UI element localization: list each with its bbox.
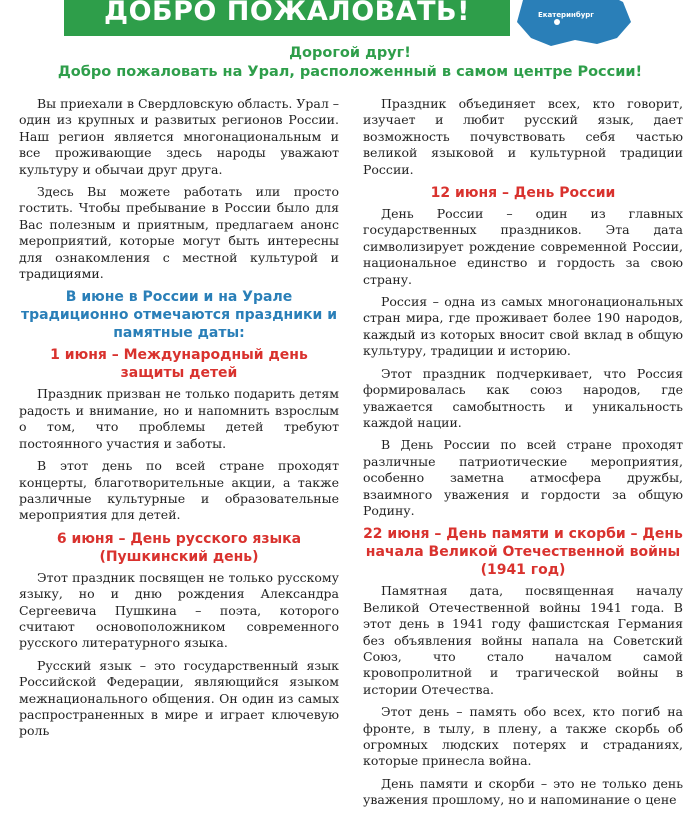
paragraph: В этот день по всей стране проходят концерты, благотворительные акции, а также различные культурные и образовательные мероприятия для детей. xyxy=(19,458,339,523)
holiday-heading-june-22: 22 июня – День памяти и скорби – День начала Великой Отечественной войны (1941 год) xyxy=(363,526,683,579)
section-heading: В июне в России и на Урале традиционно отмечаются праздники и памятные даты: xyxy=(20,289,338,342)
paragraph: Россия – одна из самых многонациональных стран мира, где проживает более 190 народов, каждый из которых вносит свой вклад в общую культуру, традиции и историю. xyxy=(363,294,683,359)
holiday-heading-june-6: 6 июня – День русского языка (Пушкинский день) xyxy=(56,530,302,565)
paragraph: Русский язык – это государственный язык Российской Федерации, являющийся языком межнационального общения. Он один из самых распространенных в мире и играет ключевую роль xyxy=(19,657,339,739)
paragraph: Праздник призван не только подарить детям радость и внимание, но и напомнить взрослым о том, что проблемы детей требуют постоянного участия и заботы. xyxy=(19,386,339,451)
holiday-heading-june-1: 1 июня – Международный день защиты детей xyxy=(50,347,308,382)
right-column xyxy=(363,96,683,815)
paragraph: Этот праздник подчеркивает, что Россия формировалась как союз народов, где уважается самобытность и уникальность каждой нации. xyxy=(363,365,683,430)
paragraph: Этот праздник посвящен не только русскому языку, но и дню рождения Александра Сергеевича Пушкина – поэта, которого считают основоположником современного русского литературного языка. xyxy=(19,569,339,651)
paragraph: Здесь Вы можете работать или просто гостить. Чтобы пребывание в России было для Вас полезным и приятным, предлагаем анонс мероприятий, которые могут быть интересны для ознакомления с местной культурой и традициями. xyxy=(19,184,339,282)
paragraph: Этот день – память обо всех, кто погиб на фронте, в тылу, в плену, а также скорбь об огромных людских потерях и страданиях, которые принесла война. xyxy=(363,704,683,769)
city-label: Екатеринбург xyxy=(538,11,594,19)
paragraph: Памятная дата, посвященная началу Великой Отечественной войны 1941 года. В этот день в 1941 году фашистская Германия без объявления войны напала на Советский Союз, что стало началом самой кровопролитной и трагической войны в истории Отечества. xyxy=(363,583,683,697)
paragraph: В День России по всей стране проходят различные патриотические мероприятия, особенно заметна атмосфера дружбы, взаимного уважения и гордости за общую Родину. xyxy=(363,437,683,518)
page-title: ДОБРО ПОЖАЛОВАТЬ! xyxy=(104,0,470,27)
welcome-subtitle: Добро пожаловать на Урал, расположенный в самом центре России! xyxy=(57,64,643,80)
paragraph: Вы приехали в Свердловскую область. Урал – один из крупных и развитых регионов России. Наш регион является многонациональным и все проживающие здесь народы уважают культуру и обычаи друг друга. xyxy=(19,96,339,177)
welcome-banner xyxy=(64,0,510,36)
greeting: Дорогой друг! xyxy=(289,45,411,61)
left-column xyxy=(19,96,339,746)
paragraph: День памяти и скорби – это не только день уважения прошлому, но и напоминание о цене xyxy=(363,775,683,808)
paragraph: Праздник объединяет всех, кто говорит, изучает и любит русский язык, дает возможность почувствовать себя частью великой языковой и культурной традиции России. xyxy=(363,96,683,177)
paragraph: День России – один из главных государственных праздников. Эта дата символизирует рождение современной России, национальное единство и гордость за свою страну. xyxy=(363,206,683,287)
holiday-heading-june-12: 12 июня – День России xyxy=(430,185,616,202)
